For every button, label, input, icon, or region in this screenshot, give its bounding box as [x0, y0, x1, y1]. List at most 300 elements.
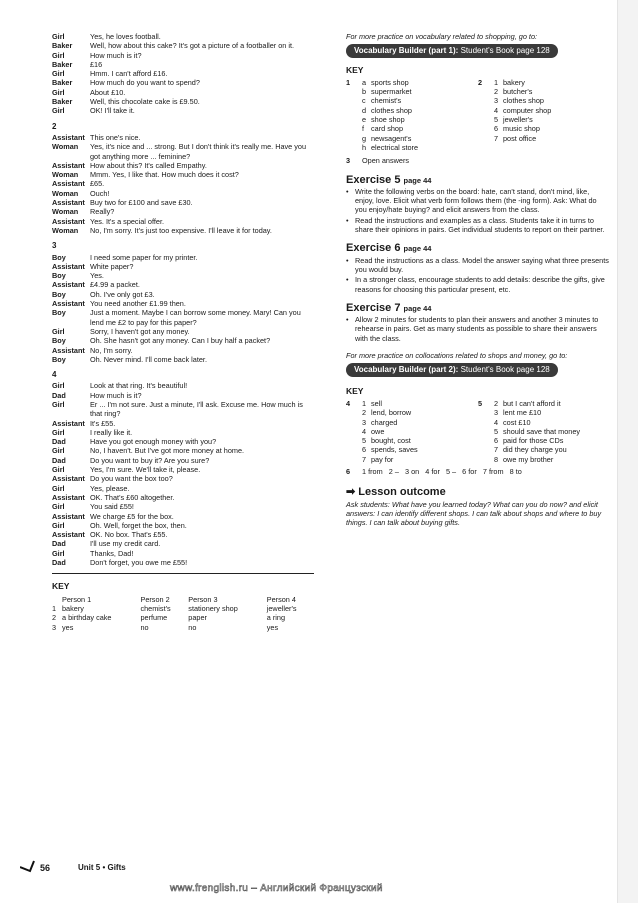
bullet-item: [346, 275, 610, 294]
dialogue-line: [52, 465, 314, 474]
key-answer-text: supermarket: [371, 87, 412, 97]
bullet-item: [346, 187, 610, 215]
speaker-name: Dad: [52, 390, 66, 400]
key-answer: [362, 399, 418, 408]
key-answer-label: 1: [494, 77, 499, 87]
speaker-line: This one's nice.: [90, 132, 141, 142]
key-2-item-number: 4: [346, 398, 351, 408]
key-answer: [362, 115, 418, 124]
right-column: [346, 32, 610, 527]
key-answer-text: butcher's: [503, 87, 533, 97]
key-answer-text: bakery: [503, 77, 525, 87]
dialogue-line: [52, 51, 314, 60]
speaker-line: Don't forget, you owe me £55!: [90, 558, 188, 568]
key-answer-label: 7: [362, 454, 367, 464]
dialogue-line: [52, 474, 314, 483]
banner-1-part: Vocabulary Builder (part 1):: [354, 46, 459, 56]
key-header: Person 2: [140, 594, 170, 604]
key-answer-text: clothes shop: [503, 96, 544, 106]
key-1-item-number: 3: [346, 156, 351, 166]
speaker-line: Yes. It's a special offer.: [90, 216, 165, 226]
unit-label: Unit 5 • Gifts: [78, 863, 126, 872]
key-answer: [494, 78, 551, 87]
speaker-name: Girl: [52, 381, 65, 391]
speaker-line: Yes, it's nice and ... strong. But I don't think it's really me. Have you got anything more ... feminine?: [90, 142, 307, 161]
speaker-name: Girl: [52, 87, 65, 97]
key-cell: no: [140, 622, 149, 632]
key-cell: yes: [62, 622, 74, 632]
speaker-name: Girl: [52, 446, 65, 456]
key-row: [52, 604, 314, 613]
dialogue-line: [52, 207, 314, 216]
key-answer: [494, 445, 580, 454]
key-answer-text: sell: [371, 398, 382, 408]
key-answer-text: spends, saves: [371, 445, 418, 455]
speaker-line: You said £55!: [90, 502, 134, 512]
key-answer: [362, 124, 418, 133]
speaker-line: How much is it?: [90, 390, 142, 400]
key-1-list-a: [362, 78, 418, 152]
dialogue-line: [52, 558, 314, 567]
speaker-name: Boy: [52, 289, 66, 299]
speaker-name: Assistant: [52, 530, 85, 540]
speaker-line: Oh. I've only got £3.: [90, 289, 155, 299]
key-cell: 1: [52, 603, 57, 613]
key-1-item-3: [346, 156, 610, 165]
dialogue-line: [52, 290, 314, 299]
key-2-item-6: [346, 467, 610, 476]
speaker-line: About £10.: [90, 87, 126, 97]
speaker-name: Girl: [52, 32, 65, 41]
key-answer: [362, 445, 418, 454]
dialogue-line: [52, 336, 314, 345]
key-answer-label: g: [362, 133, 367, 143]
vocab-builder-2-intro: For more practice on collocations related to shops and money, go to:: [346, 351, 568, 361]
dialogue-line: [52, 400, 314, 419]
exercise-6-heading: [346, 244, 610, 253]
speaker-line: Yes, I'm sure. We'll take it, please.: [90, 465, 201, 475]
speaker-name: Assistant: [52, 179, 85, 189]
key-answer: [494, 408, 580, 417]
bullet-icon: •: [346, 255, 349, 265]
dialogue-line: [52, 419, 314, 428]
key-answer-label: 5: [494, 426, 499, 436]
dialogue-line: [52, 262, 314, 271]
key-answer: [494, 418, 580, 427]
speaker-name: Assistant: [52, 299, 85, 309]
key-answer: [494, 436, 580, 445]
bullet-icon: •: [346, 275, 349, 285]
key-answer-text: post office: [503, 133, 537, 143]
dialogue-line: [52, 456, 314, 465]
speaker-name: Boy: [52, 308, 66, 318]
dialogue-line: [52, 60, 314, 69]
key-answer-label: 2: [494, 87, 499, 97]
key-2-grid: [346, 399, 610, 464]
key-1-group-2: [478, 78, 610, 152]
dialogue-line: [52, 346, 314, 355]
dialogue-line: [52, 97, 314, 106]
speaker-line: Hmm. I can't afford £16.: [90, 69, 168, 79]
dialogue-1: [52, 32, 314, 116]
speaker-name: Woman: [52, 225, 79, 235]
key-answer-label: 6: [362, 445, 367, 455]
speaker-line: Well, this chocolate cake is £9.50.: [90, 97, 200, 107]
key-1-item-number: 2: [478, 77, 483, 87]
speaker-name: Dad: [52, 558, 66, 568]
key-answer-text: clothes shop: [371, 105, 412, 115]
key-answer-text: chemist's: [371, 96, 402, 106]
speaker-name: Dad: [52, 539, 66, 549]
speaker-line: Er ... I'm not sure. Just a minute, I'll ask. Excuse me. How much is that ring?: [90, 399, 303, 419]
key-answer-label: 4: [362, 426, 367, 436]
key-row: [52, 623, 314, 632]
key-answer: [494, 427, 580, 436]
page-gutter: [617, 0, 638, 903]
speaker-line: No, I'm sorry. It's just too expensive. I'll leave it for today.: [90, 225, 272, 235]
key-cell: a ring: [266, 613, 286, 623]
key-answer: [362, 436, 418, 445]
speaker-name: Dad: [52, 437, 66, 447]
key-cell: 3: [52, 622, 57, 632]
key-2-group-4: [346, 399, 478, 464]
key-row: [52, 613, 314, 622]
speaker-line: £16: [90, 59, 103, 69]
key-answer-text: pay for: [371, 454, 394, 464]
key-1-grid: [346, 78, 610, 152]
key-answer-text: newsagent's: [371, 133, 412, 143]
key-answer: [362, 134, 418, 143]
key-answer-text: lend, borrow: [371, 408, 412, 418]
dialogue-line: [52, 327, 314, 336]
speaker-name: Girl: [52, 69, 65, 79]
key-answer-text: bought, cost: [371, 436, 411, 446]
speaker-name: Boy: [52, 252, 66, 262]
speaker-line: I really like it.: [90, 427, 133, 437]
key-answer: [494, 96, 551, 105]
speaker-line: Mmm. Yes, I like that. How much does it cost?: [90, 170, 239, 180]
key-table: [52, 595, 314, 632]
exercise-7-bullets: [346, 315, 610, 343]
bullet-item: [346, 315, 610, 343]
key-header: Person 3: [188, 594, 218, 604]
dialogue-line: [52, 106, 314, 115]
key-cell: chemist's: [140, 603, 171, 613]
dialogue-line: [52, 493, 314, 502]
speaker-line: I need some paper for my printer.: [90, 252, 198, 262]
dialogue-line: [52, 502, 314, 511]
speaker-line: How much do you want to spend?: [90, 78, 200, 88]
speaker-line: White paper?: [90, 261, 134, 271]
left-column: [52, 32, 314, 632]
key-answer-label: e: [362, 115, 367, 125]
dialogue-line: [52, 539, 314, 548]
key-cell: bakery: [62, 603, 84, 613]
key-title-right-2: KEY: [346, 385, 364, 396]
dialogue-line: [52, 133, 314, 142]
speaker-name: Girl: [52, 520, 65, 530]
banner-2-part: Vocabulary Builder (part 2):: [354, 365, 459, 375]
key-answer-text: should save that money: [503, 426, 581, 436]
key-answer-text: shoe shop: [371, 115, 405, 125]
key-answer: [362, 427, 418, 436]
speaker-line: Do you want the box too?: [90, 474, 173, 484]
exercise-6-title: Exercise 6: [346, 242, 401, 255]
key-answer-label: 2: [494, 398, 499, 408]
bullet-icon: •: [346, 215, 349, 225]
dialogue-line: [52, 512, 314, 521]
speaker-line: You need another £1.99 then.: [90, 299, 186, 309]
bullet-icon: •: [346, 186, 349, 196]
lesson-outcome-heading: [346, 488, 610, 497]
dialogue-number-3: 3: [52, 241, 57, 251]
key-1-list-b: [494, 78, 551, 152]
dialogue-line: [52, 69, 314, 78]
key-title-right-1: KEY: [346, 64, 364, 75]
speaker-name: Assistant: [52, 216, 85, 226]
key-1-group-1: [346, 78, 478, 152]
speaker-name: Assistant: [52, 132, 85, 142]
speaker-name: Boy: [52, 354, 66, 364]
bullet-text: Allow 2 minutes for students to plan their answers and another 3 minutes to rehearse in pairs. Get as many students as possible to share their answers with the class.: [355, 315, 599, 343]
key-cell: stationery shop: [188, 603, 238, 613]
speaker-name: Baker: [52, 41, 73, 51]
arrow-right-icon: ➡: [346, 486, 356, 499]
bullet-text: Write the following verbs on the board: hate, can't stand, don't mind, like, enjoy, love. Elicit what verb form follows them (the -ing form). Ask: What do you enjoy/hate buying? and elicit answers from the class.: [355, 186, 597, 215]
key-answer-text: paid for those CDs: [503, 436, 564, 446]
key-answer-label: d: [362, 105, 367, 115]
key-cell: no: [188, 622, 197, 632]
key-answer-label: 3: [362, 417, 367, 427]
key-header: Person 1: [62, 594, 92, 604]
key-answer-text: did they charge you: [503, 445, 567, 455]
key-answer: [494, 106, 551, 115]
speaker-name: Assistant: [52, 345, 85, 355]
key-answer: [362, 87, 418, 96]
key-answer-label: 3: [494, 408, 499, 418]
speaker-name: Baker: [52, 78, 73, 88]
key-answer-label: 5: [362, 436, 367, 446]
key-answer-text: computer shop: [503, 105, 552, 115]
key-2-list-b: [494, 399, 580, 464]
dialogue-line: [52, 530, 314, 539]
speaker-name: Girl: [52, 427, 65, 437]
speaker-line: Well, how about this cake? It's got a picture of a footballer on it.: [90, 41, 295, 51]
key-answer-label: 7: [494, 133, 499, 143]
speaker-line: How much is it?: [90, 50, 142, 60]
key-answer-label: 6: [494, 124, 499, 134]
dialogue-line: [52, 142, 314, 161]
key-answer: [362, 96, 418, 105]
key-answer-text: jeweller's: [503, 115, 533, 125]
speaker-name: Dad: [52, 455, 66, 465]
speaker-line: How about this? It's called Empathy.: [90, 160, 207, 170]
speaker-line: OK. That's £60 altogether.: [90, 492, 175, 502]
speaker-line: We charge £5 for the box.: [90, 511, 174, 521]
speaker-name: Baker: [52, 97, 73, 107]
lesson-outcome-text: Ask students: What have you learned today? What can you do now? and elicit answers: I can identify different shops. I can talk about shops and where to buy things. I can talk about buying gifts.: [346, 499, 602, 528]
dialogue-line: [52, 217, 314, 226]
speaker-line: OK! I'll take it.: [90, 106, 135, 116]
key-divider: [52, 573, 314, 574]
speaker-name: Assistant: [52, 280, 85, 290]
key-answer-text: card shop: [371, 124, 404, 134]
speaker-name: Girl: [52, 483, 65, 493]
key-answer-label: c: [362, 96, 366, 106]
speaker-name: Boy: [52, 336, 66, 346]
vocab-builder-1-intro: For more practice on vocabulary related to shopping, go to:: [346, 32, 538, 41]
key-cell: perfume: [140, 613, 168, 623]
dialogue-line: [52, 253, 314, 262]
dialogue-line: [52, 428, 314, 437]
key-answer-label: 4: [494, 417, 499, 427]
key-answer: [362, 455, 418, 464]
speaker-line: Really?: [90, 207, 115, 217]
key-2-item-number: 5: [478, 398, 483, 408]
speaker-name: Girl: [52, 465, 65, 475]
speaker-name: Baker: [52, 59, 73, 69]
key-answer-label: h: [362, 142, 367, 152]
bullet-text: Read the instructions and examples as a class. Students take it in turns to share their opinions in pairs. Get individual students to report on their partner.: [355, 215, 605, 235]
key-1-item-number: 1: [346, 77, 351, 87]
dialogue-line: [52, 299, 314, 308]
speaker-line: Do you want to buy it? Are you sure?: [90, 455, 210, 465]
key-1-item-3-text: Open answers: [362, 156, 410, 166]
speaker-name: Girl: [52, 326, 65, 336]
speaker-line: Yes, he loves football.: [90, 32, 161, 41]
key-answer: [494, 455, 580, 464]
key-cell: paper: [188, 613, 207, 623]
dialogue-line: [52, 437, 314, 446]
exercise-7-title: Exercise 7: [346, 301, 401, 314]
key-cell: yes: [266, 622, 279, 632]
dialogue-line: [52, 32, 314, 41]
speaker-name: Assistant: [52, 474, 85, 484]
key-answer: [362, 418, 418, 427]
key-2-item-6-text: 1 from 2 – 3 on 4 for 5 – 6 for 7 from 8 to: [362, 466, 522, 476]
speaker-line: Yes, please.: [90, 483, 130, 493]
dialogue-line: [52, 179, 314, 188]
exercise-7-heading: [346, 301, 610, 314]
key-answer-text: owe: [371, 426, 385, 436]
key-answer: [494, 115, 551, 124]
exercise-5-bullets: [346, 187, 610, 234]
speaker-line: No, I'm sorry.: [90, 345, 133, 355]
key-answer: [362, 106, 418, 115]
vocab-builder-1-banner: [346, 44, 558, 57]
key-answer-text: music shop: [503, 124, 540, 134]
vocab-builder-2-banner: [346, 363, 558, 376]
dialogue-line: [52, 391, 314, 400]
key-answer-text: charged: [371, 417, 398, 427]
key-answer-label: 7: [494, 445, 499, 455]
dialogue-number-4: 4: [52, 370, 57, 380]
key-answer-label: 1: [362, 398, 367, 408]
banner-1-page: Student's Book page 128: [460, 46, 550, 56]
key-answer-text: electrical store: [371, 142, 419, 152]
key-answer: [494, 399, 580, 408]
speaker-line: Yes.: [90, 271, 104, 281]
dialogue-line: [52, 271, 314, 280]
speaker-name: Woman: [52, 142, 79, 152]
exercise-5-heading: [346, 173, 610, 186]
key-answer: [494, 87, 551, 96]
key-answer-label: 3: [494, 96, 499, 106]
key-answer-text: sports shop: [371, 77, 409, 87]
dialogue-line: [52, 549, 314, 558]
key-answer: [362, 408, 418, 417]
speaker-line: Just a moment. Maybe I can borrow some money. Mary! Can you lend me £2 to pay for this paper?: [90, 308, 301, 327]
dialogue-line: [52, 355, 314, 364]
speaker-line: £65.: [90, 179, 105, 189]
lesson-outcome-title: Lesson outcome: [358, 486, 446, 499]
page-footer: [0, 855, 638, 895]
speaker-name: Woman: [52, 188, 79, 198]
speaker-line: Oh. Well, forget the box, then.: [90, 520, 187, 530]
dialogue-line: [52, 521, 314, 530]
dialogue-line: [52, 484, 314, 493]
key-answer: [494, 124, 551, 133]
key-header: Person 4: [266, 594, 296, 604]
watermark: www.frenglish.ru – Английский Французский: [170, 883, 383, 894]
key-answer-label: 8: [494, 454, 499, 464]
dialogue-line: [52, 198, 314, 207]
exercise-6-page: page 44: [403, 244, 432, 254]
dialogue-line: [52, 161, 314, 170]
speaker-line: I'll use my credit card.: [90, 539, 161, 549]
dialogue-line: [52, 280, 314, 289]
dialogue-line: [52, 170, 314, 179]
speaker-line: Buy two for £100 and save £30.: [90, 198, 193, 208]
speaker-name: Assistant: [52, 492, 85, 502]
dialogue-line: [52, 41, 314, 50]
key-cell: jeweller's: [266, 603, 297, 613]
bullet-icon: •: [346, 315, 349, 325]
speaker-line: £4.99 a packet.: [90, 280, 140, 290]
key-answer-label: b: [362, 87, 367, 97]
key-answer-label: a: [362, 77, 367, 87]
speaker-name: Boy: [52, 271, 66, 281]
dialogue-number-2: 2: [52, 121, 57, 131]
speaker-name: Assistant: [52, 418, 85, 428]
dialogue-2: [52, 133, 314, 235]
page-number: 56: [40, 863, 51, 873]
speaker-name: Woman: [52, 170, 79, 180]
speaker-line: OK. No box. That's £55.: [90, 530, 168, 540]
key-cell: 2: [52, 613, 57, 623]
bullet-text: In a stronger class, encourage students to add details: describe the gifts, give reasons for choosing this particular present, etc.: [355, 275, 605, 294]
speaker-line: Oh. Never mind. I'll come back later.: [90, 354, 207, 364]
speaker-line: No, I haven't. But I've got more money at home.: [90, 446, 245, 456]
speaker-name: Girl: [52, 106, 65, 116]
speaker-line: Have you got enough money with you?: [90, 437, 217, 447]
key-answer: [494, 134, 551, 143]
key-answer-text: lent me £10: [503, 408, 542, 418]
banner-2-page: Student's Book page 128: [460, 365, 550, 375]
speaker-name: Assistant: [52, 198, 85, 208]
speaker-name: Assistant: [52, 511, 85, 521]
dialogue-line: [52, 381, 314, 390]
key-answer-label: 6: [494, 436, 499, 446]
key-answer-label: 5: [494, 115, 499, 125]
dialogue-3: [52, 253, 314, 365]
dialogue-line: [52, 226, 314, 235]
dialogue-4: [52, 381, 314, 567]
key-answer-text: cost £10: [503, 417, 531, 427]
exercise-6-bullets: [346, 256, 610, 294]
speaker-line: Sorry, I haven't got any money.: [90, 326, 190, 336]
key-answer-label: 4: [494, 105, 499, 115]
